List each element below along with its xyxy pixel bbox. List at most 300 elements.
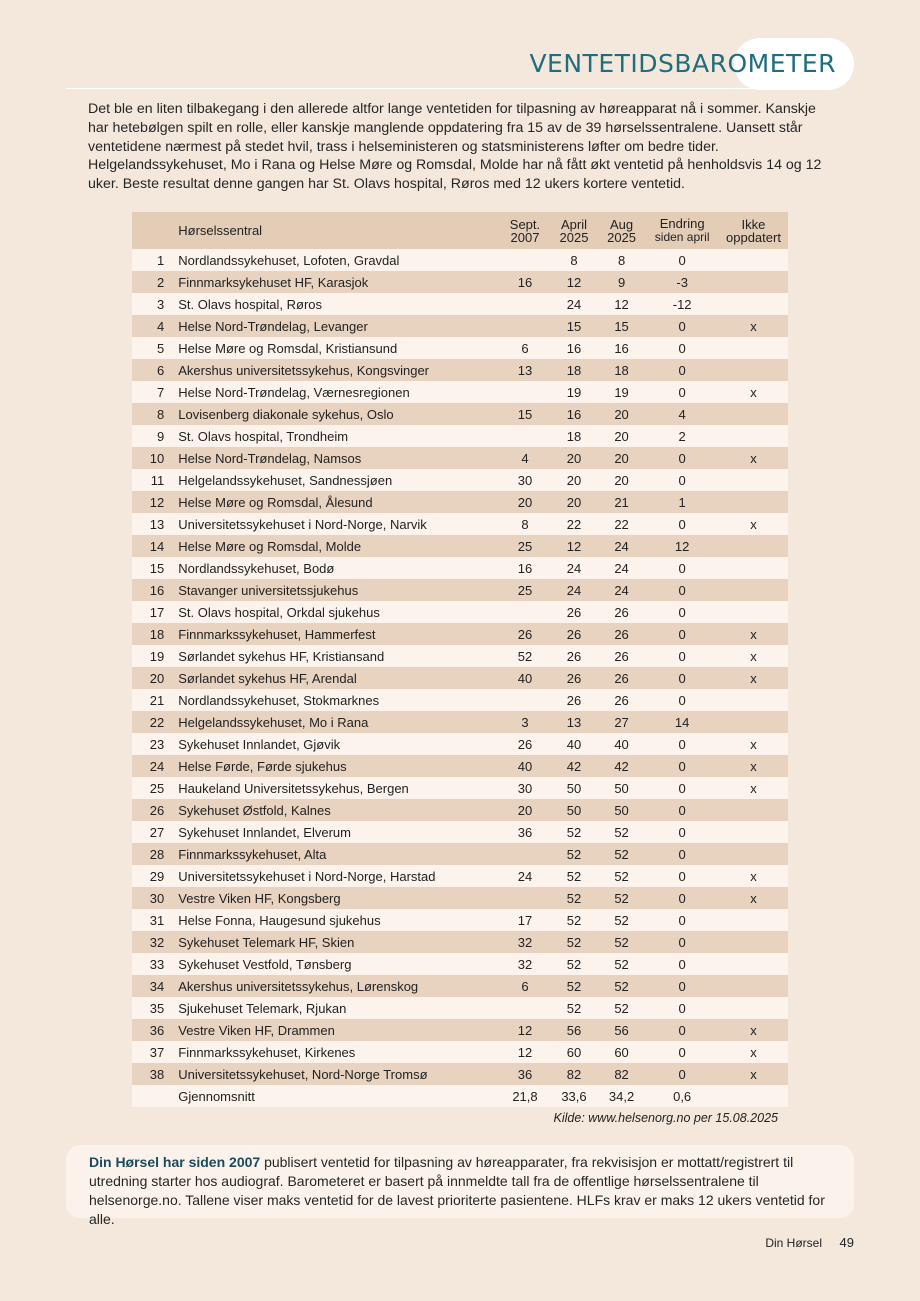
- cell-name: Helse Fonna, Haugesund sjukehus: [178, 912, 381, 928]
- cell-april-2025: 16: [566, 340, 582, 356]
- cell-april-2025: 13: [566, 714, 582, 730]
- cell-rank: 22: [149, 714, 165, 730]
- cell-april-2025: 20: [566, 494, 582, 510]
- cell-aug-2025: 15: [614, 318, 629, 334]
- cell-rank: 36: [149, 1022, 165, 1038]
- cell-aug-2025: 50: [614, 780, 629, 796]
- cell-not-updated: [719, 249, 788, 271]
- cell-april-2025: 22: [566, 516, 582, 532]
- cell-aug-2025: 52: [614, 934, 629, 950]
- cell-sept-2007: 40: [517, 670, 533, 686]
- cell-not-updated: [719, 821, 788, 843]
- cell-change: 0: [678, 252, 686, 268]
- cell-sept-2007: 36: [517, 1066, 533, 1082]
- cell-change: 0: [678, 934, 686, 950]
- cell-sept-2007: 3: [521, 714, 529, 730]
- cell-rank: 30: [149, 890, 165, 906]
- cell-april-2025: 15: [566, 318, 582, 334]
- cell-not-updated: [719, 953, 788, 975]
- table-row: [132, 271, 788, 293]
- cell-change: 4: [678, 406, 686, 422]
- cell-change: 0: [678, 956, 686, 972]
- cell-name: Sykehuset Vestfold, Tønsberg: [178, 956, 352, 972]
- cell-sept-2007: 25: [517, 582, 533, 598]
- cell-rank: 1: [157, 252, 165, 268]
- table-row: [132, 469, 788, 491]
- cell-rank: 20: [149, 670, 165, 686]
- cell-aug-2025: 52: [614, 868, 629, 884]
- cell-rank: 2: [157, 274, 165, 290]
- cell-rank: 17: [149, 604, 165, 620]
- cell-april-2025: 52: [566, 934, 582, 950]
- table-header-row: [132, 212, 788, 249]
- cell-not-updated: x: [750, 1022, 757, 1038]
- cell-sept-2007: 24: [517, 868, 533, 884]
- cell-name: Nordlandssykehuset, Lofoten, Gravdal: [178, 252, 400, 268]
- cell-name: Helse Nord-Trøndelag, Namsos: [178, 450, 362, 466]
- cell-rank: 24: [149, 758, 165, 774]
- cell-rank: 5: [157, 340, 165, 356]
- cell-april-2025: 42: [566, 758, 582, 774]
- cell-aug-2025: 9: [617, 274, 626, 290]
- cell-april-2025: 52: [566, 978, 582, 994]
- cell-sept-2007: 30: [517, 472, 533, 488]
- cell-rank: 4: [157, 318, 165, 334]
- title-rule: [66, 88, 754, 89]
- cell-not-updated: [719, 579, 788, 601]
- table-row: [132, 447, 788, 469]
- cell-april-2025: 33,6: [561, 1088, 587, 1104]
- cell-sept-2007: 26: [517, 736, 533, 752]
- cell-aug-2025: 26: [614, 604, 629, 620]
- cell-aug-2025: 52: [614, 890, 629, 906]
- cell-sept-2007: [500, 601, 550, 623]
- cell-april-2025: 82: [566, 1066, 582, 1082]
- cell-change: 0: [678, 758, 686, 774]
- cell-aug-2025: 27: [614, 714, 629, 730]
- cell-change: 0: [678, 824, 686, 840]
- cell-name: Vestre Viken HF, Kongsberg: [178, 890, 341, 906]
- header-april-2025: April 2025: [550, 212, 598, 249]
- table-row: [132, 711, 788, 733]
- cell-name: Helgelandssykehuset, Sandnessjøen: [178, 472, 393, 488]
- table-row: [132, 777, 788, 799]
- cell-not-updated: x: [750, 1066, 757, 1082]
- header-name: Hørselssentral: [171, 212, 499, 249]
- cell-change: 0: [678, 1044, 686, 1060]
- cell-sept-2007: 52: [517, 648, 533, 664]
- cell-change: 0: [678, 1000, 686, 1016]
- cell-rank: 25: [149, 780, 165, 796]
- table-row: [132, 337, 788, 359]
- cell-name: Universitetssykehuset i Nord-Norge, Harstad: [178, 868, 436, 884]
- cell-rank: 12: [149, 494, 165, 510]
- cell-sept-2007: [500, 425, 550, 447]
- cell-aug-2025: 52: [614, 912, 629, 928]
- cell-change: 0,6: [673, 1088, 692, 1104]
- cell-april-2025: 26: [566, 626, 582, 642]
- cell-rank: 27: [149, 824, 165, 840]
- cell-sept-2007: 32: [517, 934, 533, 950]
- cell-aug-2025: 40: [614, 736, 629, 752]
- cell-rank: 14: [149, 538, 165, 554]
- table-row: [132, 755, 788, 777]
- cell-not-updated: x: [750, 626, 757, 642]
- cell-aug-2025: 26: [614, 648, 629, 664]
- cell-sept-2007: [500, 249, 550, 271]
- cell-sept-2007: 26: [517, 626, 533, 642]
- table-body: [132, 249, 788, 1107]
- cell-change: 12: [674, 538, 690, 554]
- cell-name: Sørlandet sykehus HF, Arendal: [178, 670, 357, 686]
- cell-name: Lovisenberg diakonale sykehus, Oslo: [178, 406, 394, 422]
- cell-april-2025: 20: [566, 450, 582, 466]
- cell-aug-2025: 52: [614, 846, 629, 862]
- cell-name: Helse Møre og Romsdal, Kristiansund: [178, 340, 398, 356]
- header-rank: [132, 212, 171, 249]
- table-row: [132, 645, 788, 667]
- cell-rank: [132, 1085, 171, 1107]
- cell-name: Akershus universitetssykehus, Lørenskog: [178, 978, 419, 994]
- cell-rank: 35: [149, 1000, 165, 1016]
- table-row: [132, 249, 788, 271]
- table-row: [132, 601, 788, 623]
- cell-not-updated: x: [750, 780, 757, 796]
- cell-aug-2025: 19: [614, 384, 629, 400]
- cell-april-2025: 24: [566, 582, 582, 598]
- cell-not-updated: x: [750, 648, 757, 664]
- cell-april-2025: 8: [570, 252, 578, 268]
- cell-change: 0: [678, 582, 686, 598]
- cell-sept-2007: [500, 997, 550, 1019]
- cell-name: Universitetssykehuset, Nord-Norge Tromsø: [178, 1066, 428, 1082]
- cell-aug-2025: 16: [614, 340, 629, 356]
- cell-rank: 18: [149, 626, 165, 642]
- cell-change: 0: [678, 472, 686, 488]
- cell-rank: 32: [149, 934, 165, 950]
- cell-not-updated: x: [750, 890, 757, 906]
- cell-not-updated: [719, 997, 788, 1019]
- cell-not-updated: [719, 1085, 788, 1107]
- cell-name: Finnmarkssykehuset, Kirkenes: [178, 1044, 356, 1060]
- page-header: [0, 38, 920, 90]
- source-note: Kilde: www.helsenorg.no per 15.08.2025: [553, 1111, 778, 1125]
- table-row: [132, 403, 788, 425]
- cell-rank: 7: [157, 384, 165, 400]
- cell-rank: 3: [157, 296, 165, 312]
- cell-aug-2025: 52: [614, 978, 629, 994]
- cell-april-2025: 19: [566, 384, 582, 400]
- cell-name: St. Olavs hospital, Røros: [178, 296, 323, 312]
- cell-april-2025: 26: [566, 648, 582, 664]
- cell-name: Helse Møre og Romsdal, Ålesund: [178, 494, 373, 510]
- cell-not-updated: [719, 271, 788, 293]
- header-not-updated: Ikke oppdatert: [719, 212, 788, 249]
- cell-rank: 33: [149, 956, 165, 972]
- cell-not-updated: [719, 711, 788, 733]
- cell-change: 2: [678, 428, 686, 444]
- cell-not-updated: x: [750, 736, 757, 752]
- cell-aug-2025: 21: [614, 494, 629, 510]
- cell-not-updated: [719, 843, 788, 865]
- table-row: [132, 1041, 788, 1063]
- cell-not-updated: [719, 931, 788, 953]
- cell-april-2025: 26: [566, 604, 582, 620]
- cell-change: 0: [678, 736, 686, 752]
- cell-aug-2025: 20: [614, 406, 629, 422]
- cell-april-2025: 60: [566, 1044, 582, 1060]
- cell-april-2025: 18: [566, 362, 582, 378]
- cell-name: Sykehuset Innlandet, Elverum: [178, 824, 351, 840]
- cell-april-2025: 52: [566, 956, 582, 972]
- table-row: [132, 865, 788, 887]
- info-lead: Din Hørsel har siden 2007: [89, 1154, 261, 1170]
- cell-rank: 9: [157, 428, 165, 444]
- cell-april-2025: 20: [566, 472, 582, 488]
- cell-name: Sykehuset Telemark HF, Skien: [178, 934, 355, 950]
- table-row: [132, 623, 788, 645]
- cell-rank: 15: [149, 560, 165, 576]
- cell-sept-2007: 12: [517, 1044, 533, 1060]
- cell-change: 0: [678, 450, 686, 466]
- cell-aug-2025: 42: [614, 758, 629, 774]
- cell-change: 0: [678, 890, 686, 906]
- table-row: [132, 843, 788, 865]
- cell-name: Helse Førde, Førde sjukehus: [178, 758, 347, 774]
- cell-april-2025: 52: [566, 868, 582, 884]
- cell-sept-2007: 16: [517, 560, 533, 576]
- cell-rank: 29: [149, 868, 165, 884]
- cell-change: 0: [678, 604, 686, 620]
- table-row: [132, 557, 788, 579]
- cell-name: Finnmarkssykehuset, Alta: [178, 846, 327, 862]
- cell-aug-2025: 8: [617, 252, 626, 268]
- cell-rank: 31: [149, 912, 165, 928]
- cell-change: 0: [678, 912, 686, 928]
- cell-april-2025: 12: [566, 274, 582, 290]
- cell-not-updated: [719, 535, 788, 557]
- table-row: [132, 997, 788, 1019]
- cell-sept-2007: 20: [517, 494, 533, 510]
- cell-april-2025: 26: [566, 692, 582, 708]
- header-sept-2007: Sept. 2007: [500, 212, 550, 249]
- cell-april-2025: 50: [566, 780, 582, 796]
- cell-rank: 28: [149, 846, 165, 862]
- cell-rank: 26: [149, 802, 165, 818]
- cell-sept-2007: 4: [521, 450, 529, 466]
- cell-sept-2007: [500, 689, 550, 711]
- info-box: [66, 1145, 854, 1227]
- table-row: [132, 667, 788, 689]
- table-row: [132, 887, 788, 909]
- cell-change: 0: [678, 560, 686, 576]
- cell-sept-2007: [500, 381, 550, 403]
- cell-name: Helse Nord-Trøndelag, Levanger: [178, 318, 368, 334]
- cell-april-2025: 24: [566, 560, 582, 576]
- table-row: [132, 315, 788, 337]
- table-row: [132, 689, 788, 711]
- cell-change: 0: [678, 318, 686, 334]
- cell-name: Sørlandet sykehus HF, Kristiansand: [178, 648, 385, 664]
- cell-sept-2007: 17: [517, 912, 533, 928]
- cell-aug-2025: 26: [614, 670, 629, 686]
- cell-not-updated: [719, 491, 788, 513]
- cell-april-2025: 52: [566, 912, 582, 928]
- intro-paragraph: Det ble en liten tilbakegang i den allerede altfor lange ventetiden for tilpasning av høreapparat nå i sommer. Kanskje har hetebølgen spilt en rolle, eller kanskje manglende oppdatering fra 15 av de 39 hørselssentralene. Uansett står ventetidene nærmest på stedet hvil, trass i helseministeren og statsministerens løfter om bedre tider. Helgelandssykehuset, Mo i Rana og Helse Møre og Romsdal, Molde har nå fått økt ventetid på henholdsvis 14 og 12 uker. Beste resultat denne gangen har St. Olavs hospital, Røros med 12 ukers kortere ventetid.: [88, 101, 822, 193]
- header-aug-2025: Aug 2025: [598, 212, 646, 249]
- cell-sept-2007: 8: [521, 516, 529, 532]
- cell-not-updated: x: [750, 450, 757, 466]
- footer-publication: Din Hørsel: [765, 1236, 822, 1250]
- cell-sept-2007: [500, 843, 550, 865]
- cell-name: Sykehuset Østfold, Kalnes: [178, 802, 331, 818]
- cell-april-2025: 40: [566, 736, 582, 752]
- cell-rank: 6: [157, 362, 165, 378]
- cell-aug-2025: 20: [614, 450, 629, 466]
- cell-aug-2025: 26: [614, 692, 629, 708]
- cell-change: 0: [678, 780, 686, 796]
- cell-sept-2007: 21,8: [512, 1088, 538, 1104]
- cell-change: 0: [678, 1022, 686, 1038]
- cell-name: Helgelandssykehuset, Mo i Rana: [178, 714, 369, 730]
- cell-change: 0: [678, 516, 686, 532]
- table-row: [132, 535, 788, 557]
- cell-change: 0: [678, 670, 686, 686]
- cell-sept-2007: 20: [517, 802, 533, 818]
- cell-sept-2007: [500, 315, 550, 337]
- table-row: [132, 909, 788, 931]
- cell-sept-2007: 40: [517, 758, 533, 774]
- cell-name: Nordlandssykehuset, Stokmarknes: [178, 692, 380, 708]
- cell-april-2025: 18: [566, 428, 582, 444]
- header-change: Endring siden april: [645, 212, 719, 249]
- cell-aug-2025: 24: [614, 538, 629, 554]
- cell-rank: 23: [149, 736, 165, 752]
- cell-aug-2025: 34,2: [608, 1088, 635, 1104]
- cell-sept-2007: 30: [517, 780, 533, 796]
- cell-sept-2007: 6: [521, 978, 529, 994]
- table-row: [132, 579, 788, 601]
- cell-not-updated: [719, 337, 788, 359]
- cell-april-2025: 52: [566, 846, 582, 862]
- cell-april-2025: 26: [566, 670, 582, 686]
- cell-change: 0: [678, 868, 686, 884]
- table-row: [132, 821, 788, 843]
- table-row: [132, 1019, 788, 1041]
- cell-aug-2025: 60: [614, 1044, 629, 1060]
- table-row: [132, 799, 788, 821]
- cell-rank: 10: [149, 450, 165, 466]
- table-row: [132, 513, 788, 535]
- cell-change: 0: [678, 846, 686, 862]
- cell-name: Akershus universitetssykehus, Kongsvinger: [178, 362, 429, 378]
- table-row: [132, 1063, 788, 1085]
- cell-name: Sjukehuset Telemark, Rjukan: [178, 1000, 347, 1016]
- cell-sept-2007: 15: [517, 406, 533, 422]
- cell-rank: 11: [150, 472, 165, 488]
- cell-change: 1: [678, 494, 686, 510]
- cell-not-updated: [719, 359, 788, 381]
- cell-not-updated: x: [750, 516, 757, 532]
- cell-change: 0: [678, 978, 686, 994]
- cell-aug-2025: 52: [614, 824, 629, 840]
- cell-sept-2007: 12: [517, 1022, 533, 1038]
- cell-not-updated: [719, 557, 788, 579]
- cell-not-updated: [719, 469, 788, 491]
- cell-not-updated: x: [750, 868, 757, 884]
- cell-not-updated: x: [750, 670, 757, 686]
- cell-sept-2007: [500, 293, 550, 315]
- cell-change: 0: [678, 648, 686, 664]
- cell-april-2025: 12: [566, 538, 582, 554]
- cell-name: Finnmarkssykehuset, Hammerfest: [178, 626, 376, 642]
- cell-name: Finnmarksykehuset HF, Karasjok: [178, 274, 369, 290]
- cell-rank: 37: [149, 1044, 165, 1060]
- cell-change: 0: [678, 384, 686, 400]
- table-row: [132, 931, 788, 953]
- cell-aug-2025: 82: [614, 1066, 629, 1082]
- cell-change: 0: [678, 340, 686, 356]
- cell-aug-2025: 20: [614, 428, 629, 444]
- cell-april-2025: 52: [566, 824, 582, 840]
- cell-aug-2025: 56: [614, 1022, 629, 1038]
- cell-rank: 34: [149, 978, 165, 994]
- page-number: 49: [839, 1235, 854, 1250]
- cell-rank: 38: [149, 1066, 165, 1082]
- table-row: [132, 733, 788, 755]
- cell-not-updated: x: [750, 1044, 757, 1060]
- cell-aug-2025: 24: [614, 582, 629, 598]
- cell-name: Sykehuset Innlandet, Gjøvik: [178, 736, 341, 752]
- cell-not-updated: x: [750, 758, 757, 774]
- cell-aug-2025: 22: [614, 516, 629, 532]
- cell-rank: 19: [149, 648, 165, 664]
- table-row: [132, 491, 788, 513]
- cell-sept-2007: 25: [517, 538, 533, 554]
- cell-change: 0: [678, 692, 686, 708]
- cell-april-2025: 52: [566, 890, 582, 906]
- cell-rank: 8: [157, 406, 165, 422]
- cell-april-2025: 50: [566, 802, 582, 818]
- cell-change: 0: [678, 362, 686, 378]
- cell-name: Universitetssykehuset i Nord-Norge, Narvik: [178, 516, 427, 532]
- cell-april-2025: 16: [566, 406, 582, 422]
- cell-not-updated: [719, 909, 788, 931]
- cell-name: Haukeland Universitetssykehus, Bergen: [178, 780, 409, 796]
- cell-aug-2025: 50: [614, 802, 629, 818]
- cell-not-updated: [719, 689, 788, 711]
- cell-name: St. Olavs hospital, Orkdal sjukehus: [178, 604, 380, 620]
- cell-sept-2007: 13: [517, 362, 533, 378]
- table-average-row: [132, 1085, 788, 1107]
- page-title: VENTETIDSBAROMETER: [529, 49, 836, 78]
- cell-aug-2025: 20: [614, 472, 629, 488]
- cell-rank: 13: [149, 516, 165, 532]
- table-row: [132, 381, 788, 403]
- cell-not-updated: [719, 293, 788, 315]
- cell-aug-2025: 52: [614, 956, 629, 972]
- cell-aug-2025: 24: [614, 560, 629, 576]
- table-row: [132, 975, 788, 997]
- cell-change: -12: [672, 296, 692, 312]
- cell-not-updated: x: [750, 318, 757, 334]
- cell-change: 0: [678, 1066, 686, 1082]
- cell-sept-2007: 16: [517, 274, 533, 290]
- info-text: [89, 1153, 839, 1229]
- cell-not-updated: [719, 403, 788, 425]
- cell-name: Gjennomsnitt: [178, 1088, 255, 1104]
- cell-not-updated: [719, 601, 788, 623]
